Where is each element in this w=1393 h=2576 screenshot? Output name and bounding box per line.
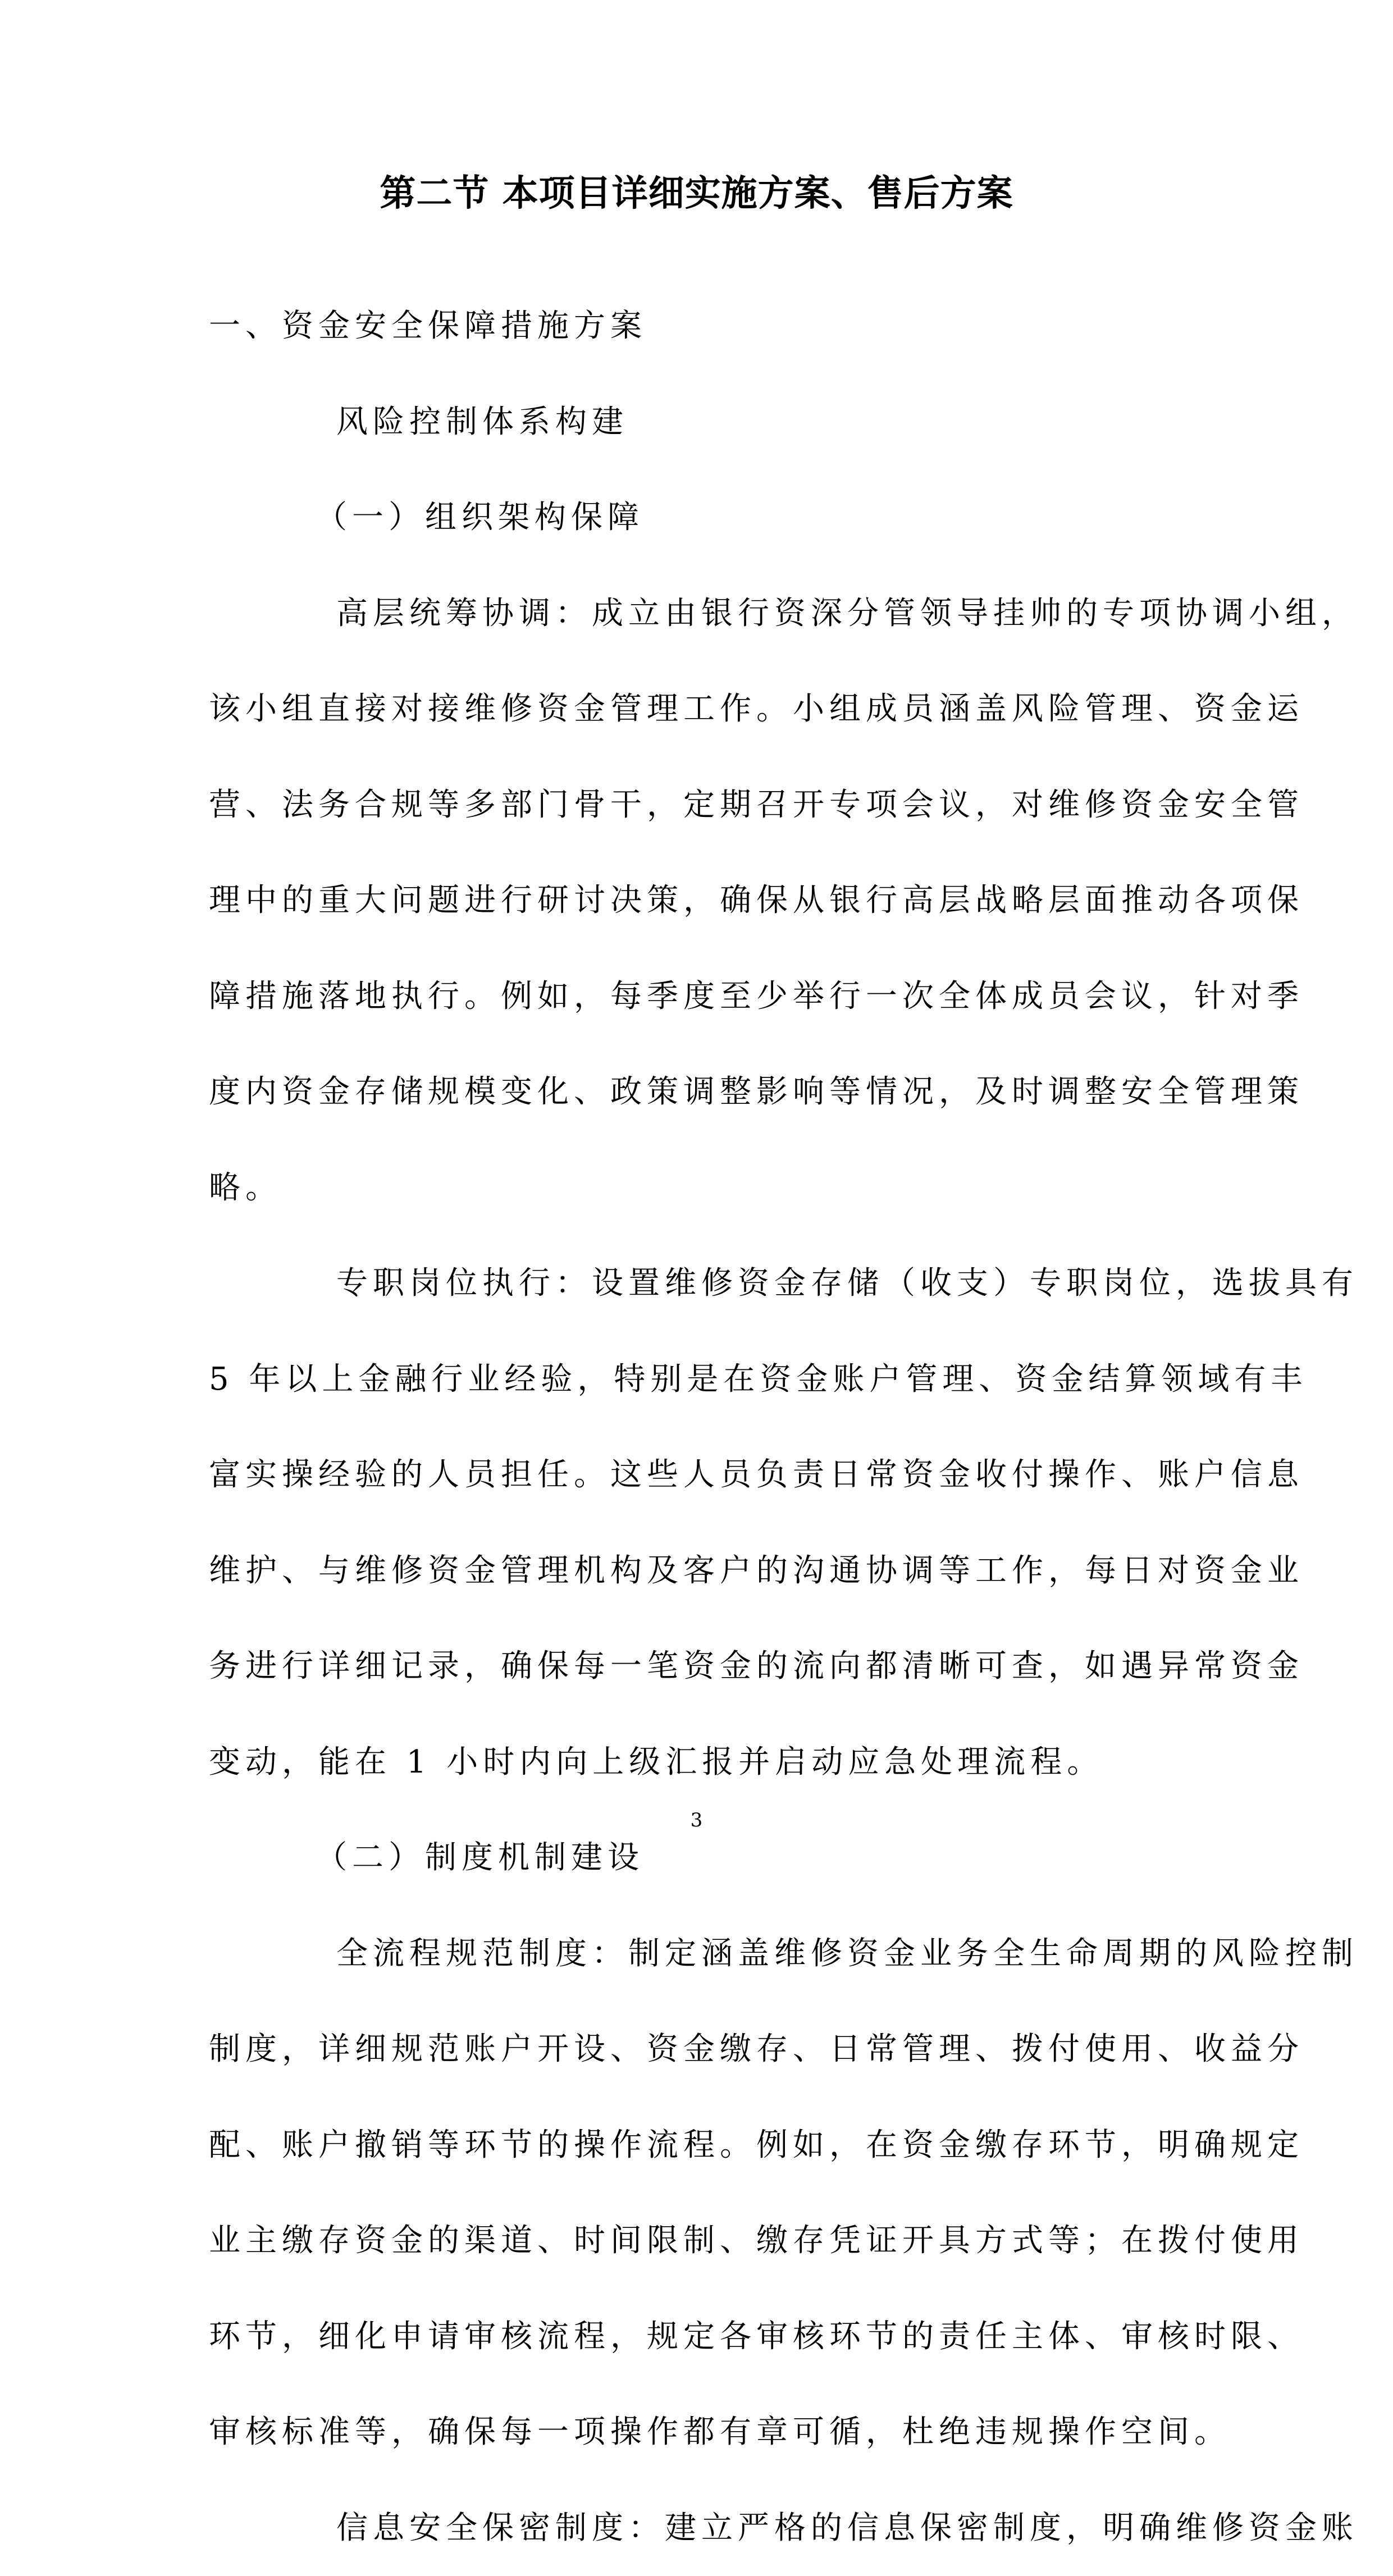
paragraph-line: 业主缴存资金的渠道、时间限制、缴存凭证开具方式等；在拨付使用 <box>209 2193 1189 2289</box>
paragraph-line: 制度，详细规范账户开设、资金缴存、日常管理、拨付使用、收益分 <box>209 2002 1189 2098</box>
paragraph-line: 障措施落地执行。例如，每季度至少举行一次全体成员会议，针对季 <box>209 949 1189 1045</box>
subheading-org-structure: （一）组织架构保障 <box>209 470 1189 566</box>
paragraph-line: 营、法务合规等多部门骨干，定期召开专项会议，对维修资金安全管 <box>209 757 1189 853</box>
heading-fund-security: 一、资金安全保障措施方案 <box>209 278 1189 374</box>
paragraph-line: 维护、与维修资金管理机构及客户的沟通协调等工作，每日对资金业 <box>209 1523 1189 1619</box>
paragraph-line: 度内资金存储规模变化、政策调整影响等情况，及时调整安全管理策 <box>209 1044 1189 1140</box>
paragraph-line: 全流程规范制度：制定涵盖维修资金业务全生命周期的风险控制 <box>209 1906 1189 2002</box>
paragraph-line: 变动，能在 1 小时内向上级汇报并启动应急处理流程。 <box>209 1715 1189 1811</box>
paragraph-line: 环节，细化申请审核流程，规定各审核环节的责任主体、审核时限、 <box>209 2289 1189 2385</box>
paragraph-line: 理中的重大问题进行研讨决策，确保从银行高层战略层面推动各项保 <box>209 853 1189 949</box>
section-title: 第二节 本项目详细实施方案、售后方案 <box>0 168 1393 219</box>
paragraph-line: 5 年以上金融行业经验，特别是在资金账户管理、资金结算领域有丰 <box>209 1332 1189 1428</box>
paragraph-line: 该小组直接对接维修资金管理工作。小组成员涵盖风险管理、资金运 <box>209 661 1189 757</box>
paragraph-line: 专职岗位执行：设置维修资金存储（收支）专职岗位，选拔具有 <box>209 1236 1189 1332</box>
paragraph-line: 审核标准等，确保每一项操作都有章可循，杜绝违规操作空间。 <box>209 2385 1189 2481</box>
paragraph-line: 高层统筹协调：成立由银行资深分管领导挂帅的专项协调小组， <box>209 566 1189 662</box>
paragraph-line: 略。 <box>209 1140 1189 1236</box>
paragraph-line: 信息安全保密制度：建立严格的信息保密制度，明确维修资金账 <box>209 2481 1189 2576</box>
paragraph-line: 富实操经验的人员担任。这些人员负责日常资金收付操作、账户信息 <box>209 1427 1189 1523</box>
document-body <box>209 278 1189 2576</box>
paragraph-line: 配、账户撤销等环节的操作流程。例如，在资金缴存环节，明确规定 <box>209 2098 1189 2194</box>
paragraph-line: 务进行详细记录，确保每一笔资金的流向都清晰可查，如遇异常资金 <box>209 1619 1189 1715</box>
subheading-system-mechanism: （二）制度机制建设 <box>209 1810 1189 1906</box>
subheading-risk-control: 风险控制体系构建 <box>209 374 1189 471</box>
page-number: 3 <box>0 1809 1393 1831</box>
